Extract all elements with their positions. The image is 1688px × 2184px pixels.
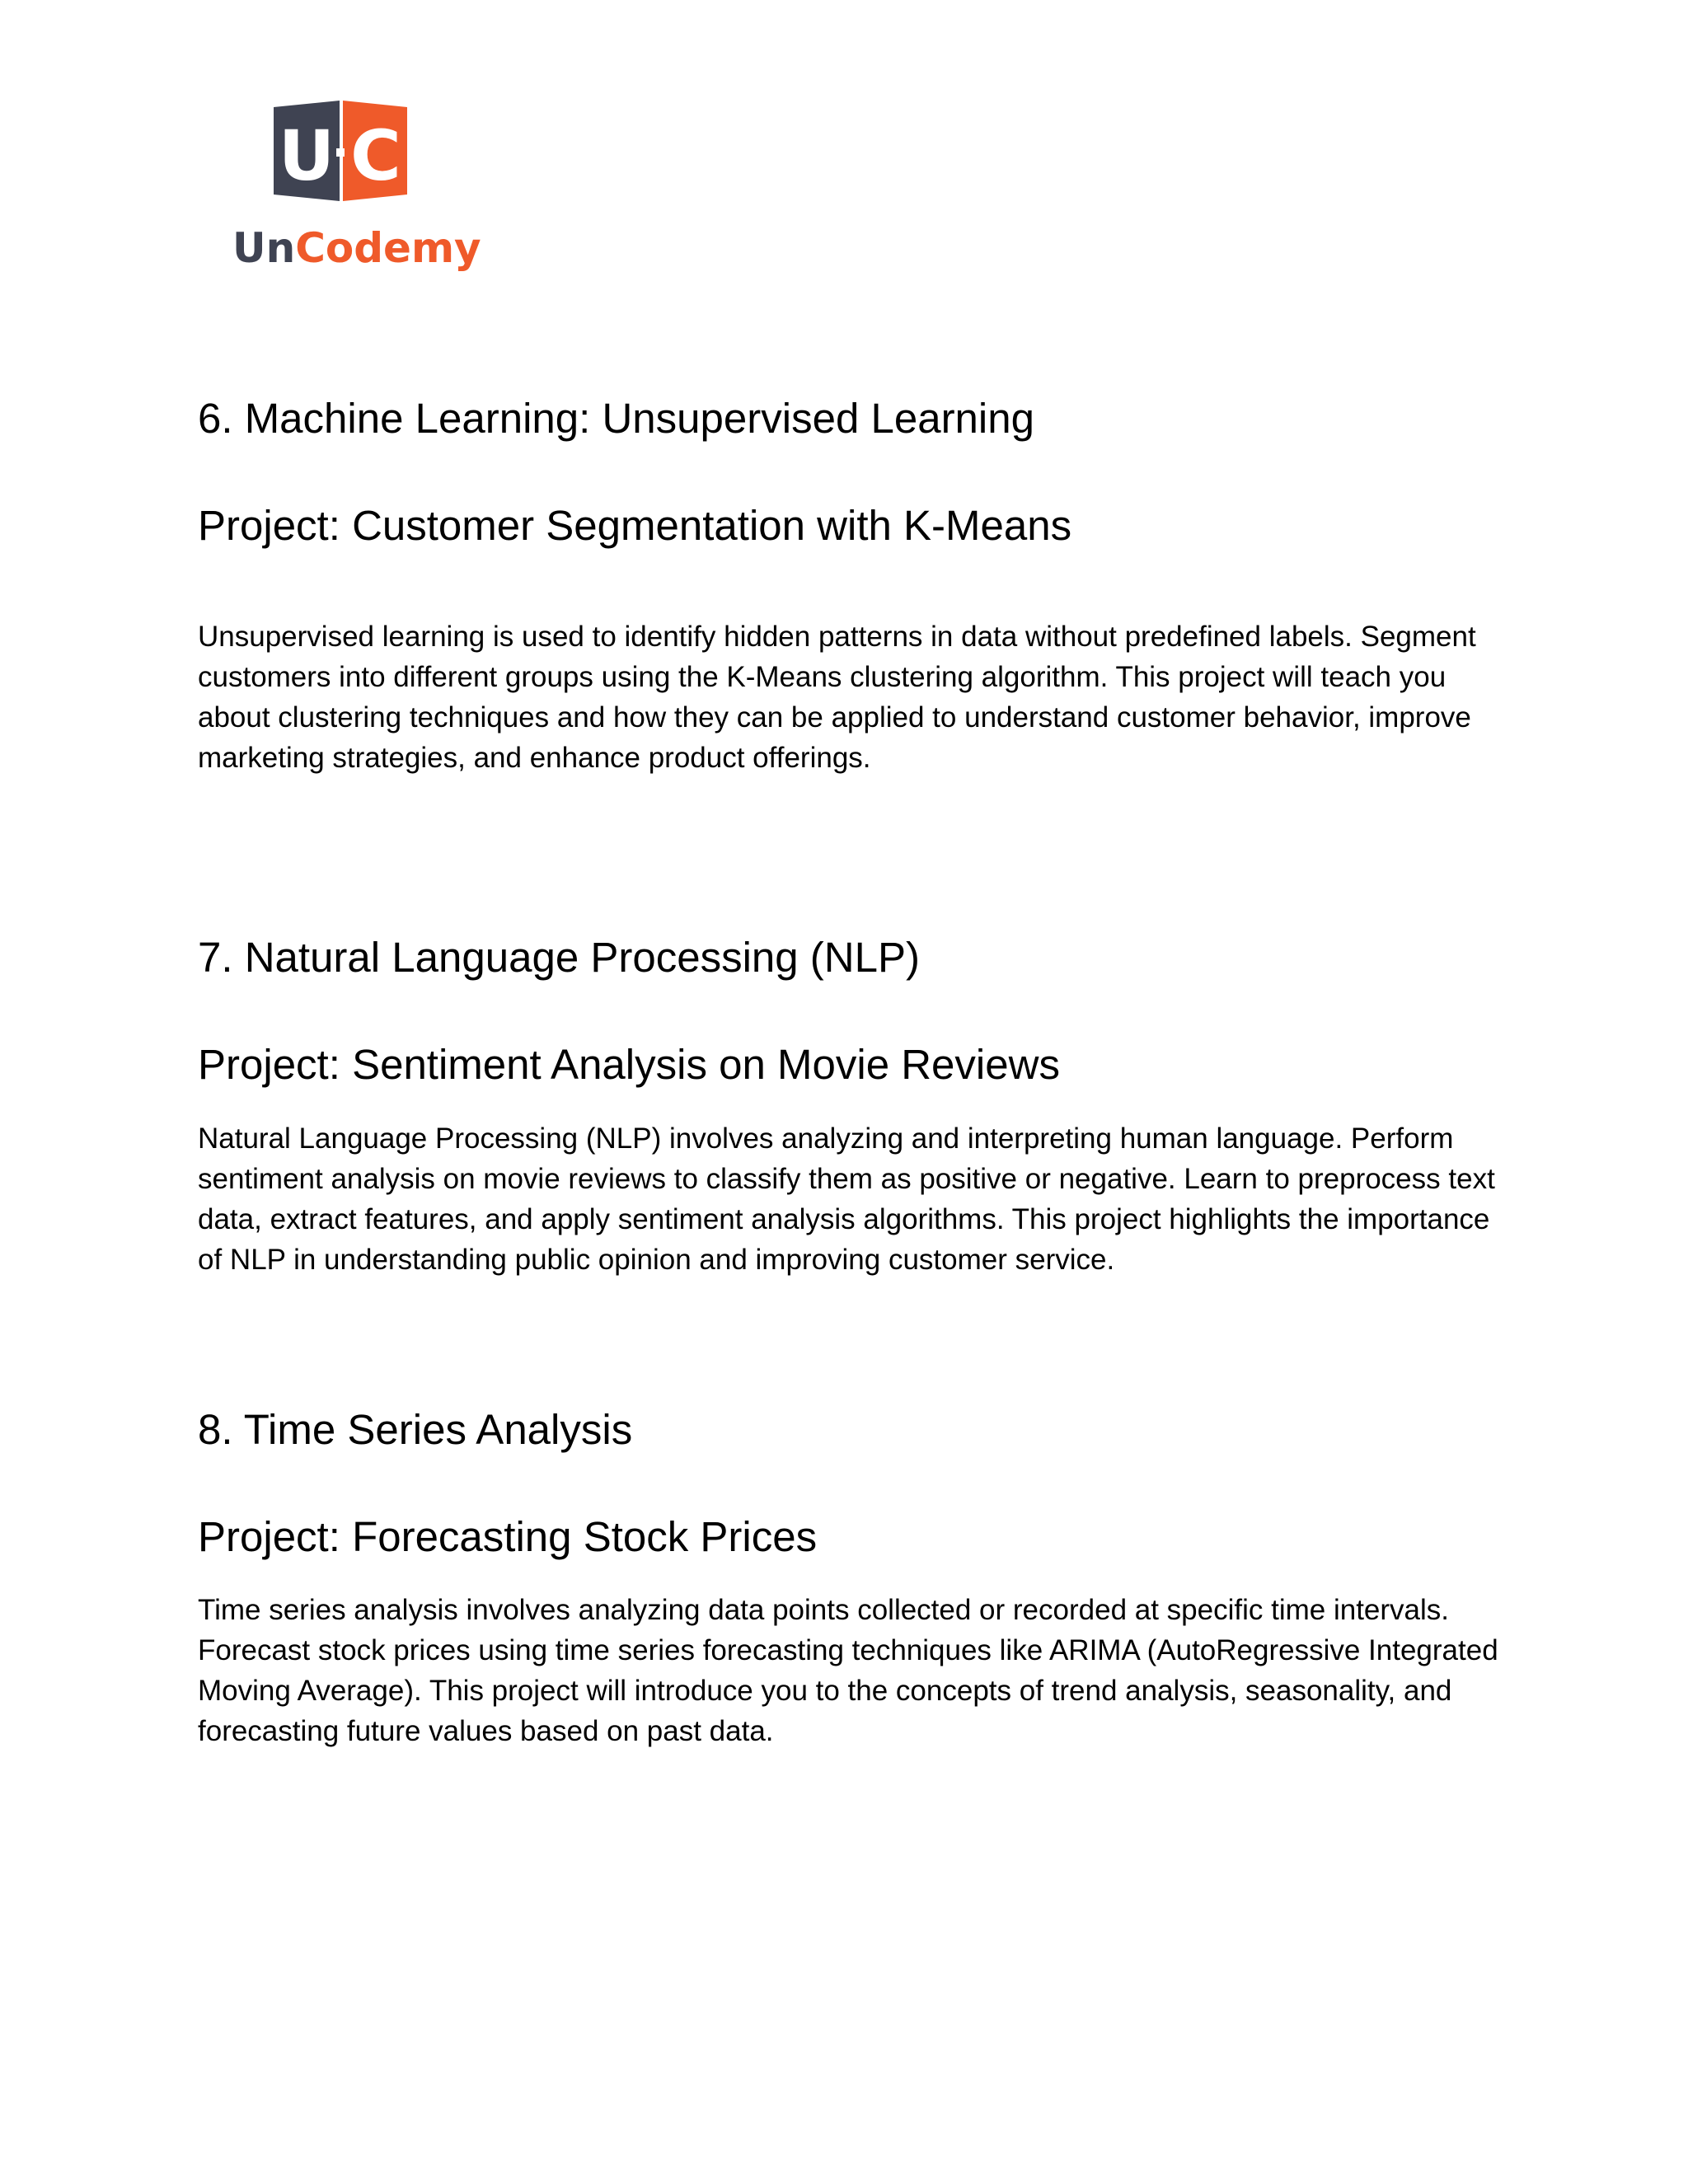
section-heading-time-series: 8. Time Series Analysis <box>198 1406 633 1453</box>
section-description-time-series: Time series analysis involves analyzing data points collected or recorded at specific time intervals. Forecast stock prices using time series forecasting techniques like ARIMA (AutoRegressive Integrated Moving Average). This project will introduce you to the concepts of trend analysis, seasonality, and forecasting future values based on past data. <box>198 1594 1498 1747</box>
logo-wordmark <box>232 224 481 272</box>
logo-wordmark-un: Un <box>232 224 296 272</box>
logo-monogram-c: C <box>350 115 401 196</box>
project-title-customer-segmentation: Project: Customer Segmentation with K-Means <box>198 502 1072 549</box>
section-description-unsupervised-learning: Unsupervised learning is used to identify hidden patterns in data without predefined labels. Segment customers into different groups using the K-Means clustering algorithm. This project will teach you about clustering techniques and how they can be applied to understand customer behavior, improve marketing strategies, and enhance product offerings. <box>198 621 1476 774</box>
logo-wordmark-codemy: Codemy <box>295 224 481 272</box>
section-heading-nlp: 7. Natural Language Processing (NLP) <box>198 934 920 981</box>
project-title-sentiment-analysis: Project: Sentiment Analysis on Movie Reviews <box>198 1041 1060 1088</box>
logo-monogram-u: U <box>278 115 335 196</box>
section-heading-unsupervised-learning: 6. Machine Learning: Unsupervised Learning <box>198 395 1034 442</box>
uncodemy-logo <box>231 97 481 279</box>
project-title-stock-forecasting: Project: Forecasting Stock Prices <box>198 1513 818 1560</box>
logo-dot <box>336 148 345 157</box>
section-description-nlp: Natural Language Processing (NLP) involves analyzing and interpreting human language. Perform sentiment analysis on movie reviews to classify them as positive or negative. Learn to preprocess text data, extract features, and apply sentiment analysis algorithms. This project highlights the importance of NLP in understanding public opinion and improving customer service. <box>198 1122 1495 1276</box>
